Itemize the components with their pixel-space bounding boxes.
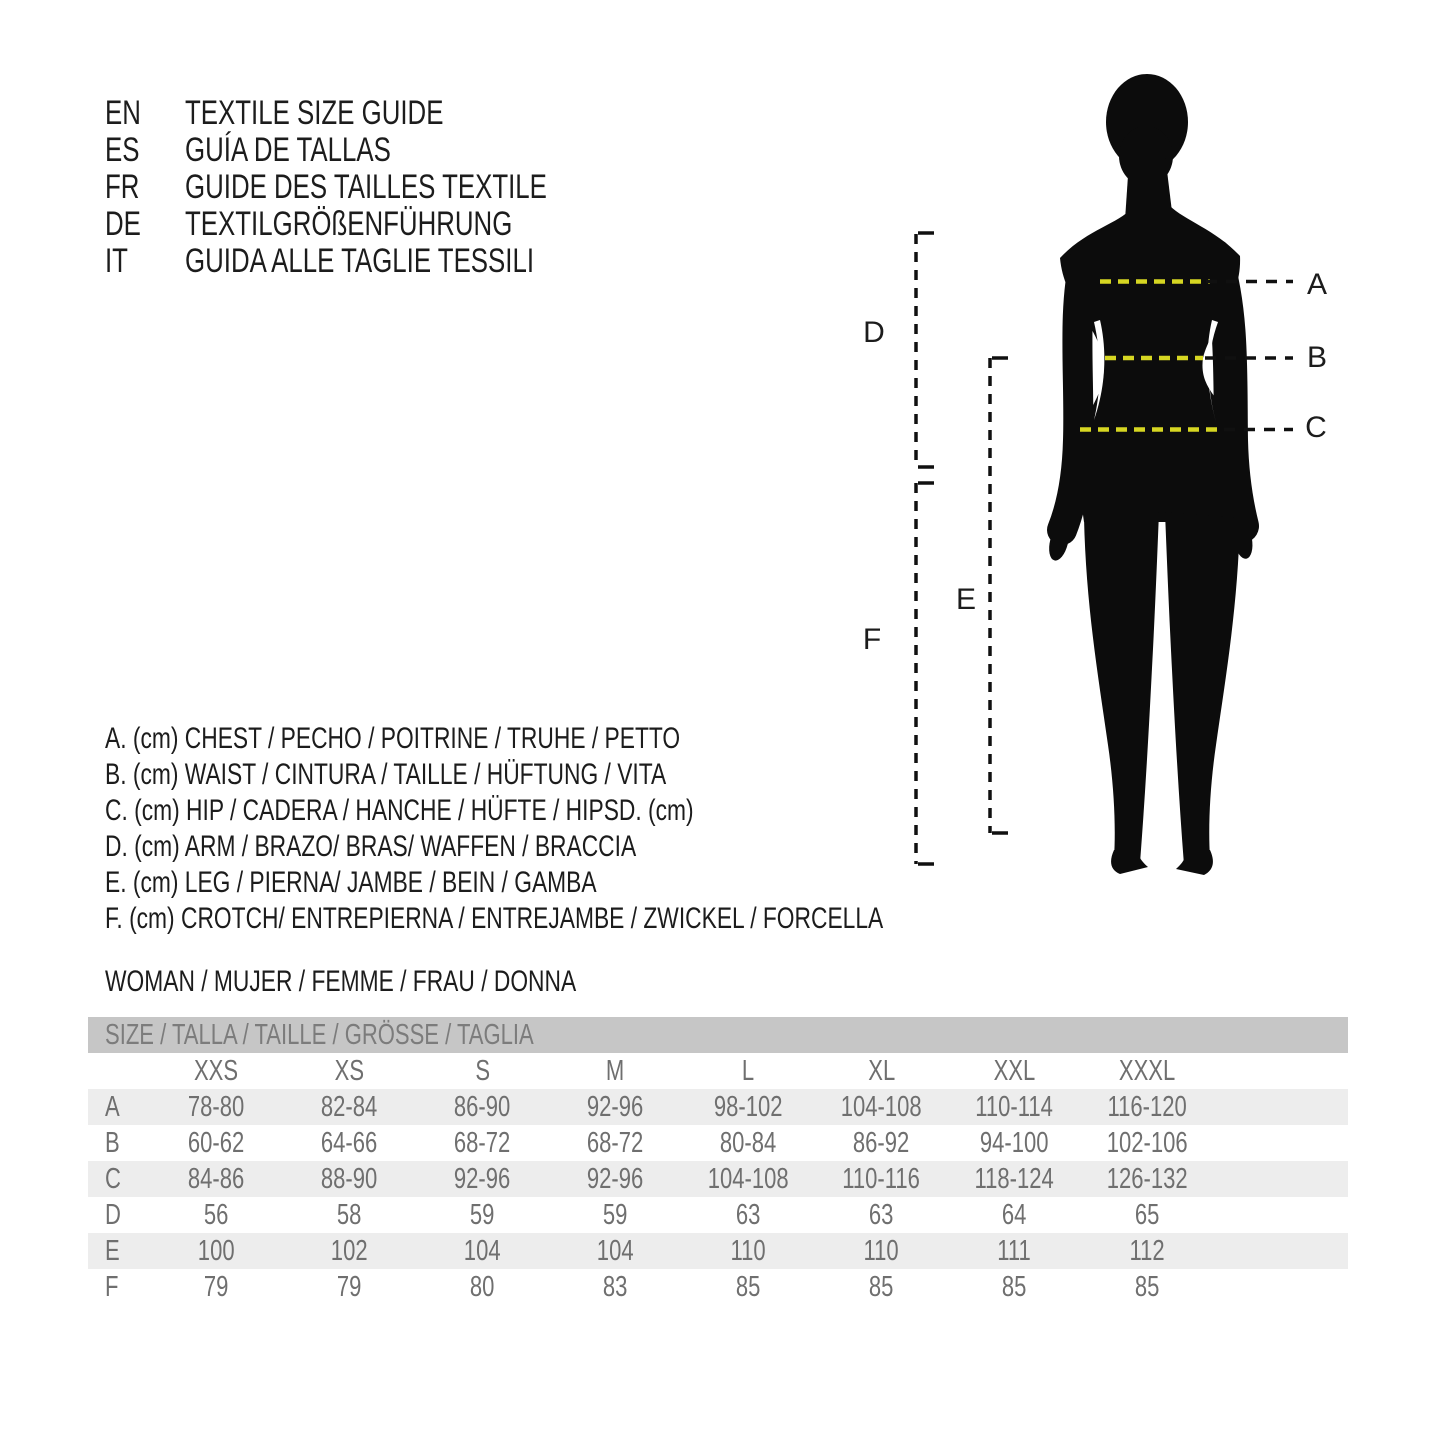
value-cell: 110 bbox=[730, 1234, 767, 1267]
row-label: C bbox=[105, 1162, 121, 1195]
legend-line-leg: E. (cm) LEG / PIERNA/ JAMBE / BEIN / GAMBA bbox=[105, 866, 597, 899]
table-row-hip bbox=[88, 1161, 1348, 1197]
size-cell: XS bbox=[334, 1054, 365, 1087]
value-cell: 104-108 bbox=[708, 1162, 789, 1195]
value-cell: 110-114 bbox=[975, 1090, 1054, 1123]
language-code: ES bbox=[105, 131, 140, 169]
language-code: EN bbox=[105, 94, 141, 132]
diagram-label-arm: D bbox=[863, 316, 885, 349]
language-code: IT bbox=[105, 242, 128, 280]
size-cell: XXL bbox=[993, 1054, 1036, 1087]
value-cell: 112 bbox=[1129, 1234, 1166, 1267]
diagram-label-crotch: F bbox=[862, 623, 882, 656]
value-cell: 94-100 bbox=[980, 1126, 1049, 1159]
language-row-es bbox=[105, 132, 661, 169]
diagram-label-waist: B bbox=[1306, 341, 1328, 374]
value-cell: 65 bbox=[1135, 1198, 1160, 1231]
value-cell: 56 bbox=[204, 1198, 229, 1231]
value-cell: 110 bbox=[863, 1234, 900, 1267]
size-header-row bbox=[88, 1053, 1348, 1089]
row-label: B bbox=[105, 1126, 120, 1159]
table-row-chest bbox=[88, 1089, 1348, 1125]
diagram-label-leg: E bbox=[955, 583, 977, 616]
value-cell: 84-86 bbox=[188, 1162, 245, 1195]
table-header-bar bbox=[88, 1017, 1348, 1053]
table-header-title: SIZE / TALLA / TAILLE / GRÖSSE / TAGLIA bbox=[105, 1018, 534, 1051]
size-cell: S bbox=[475, 1054, 490, 1087]
value-cell: 64 bbox=[1002, 1198, 1027, 1231]
table-row-arm bbox=[88, 1197, 1348, 1233]
language-row-it bbox=[105, 243, 661, 280]
row-label: A bbox=[105, 1090, 120, 1123]
value-cell: 79 bbox=[337, 1270, 362, 1303]
language-title: GUÍA DE TALLAS bbox=[185, 131, 391, 169]
value-cell: 59 bbox=[470, 1198, 495, 1231]
value-cell: 79 bbox=[204, 1270, 229, 1303]
value-cell: 92-96 bbox=[454, 1162, 511, 1195]
value-cell: 59 bbox=[603, 1198, 628, 1231]
value-cell: 92-96 bbox=[587, 1162, 644, 1195]
size-cell: XL bbox=[868, 1054, 895, 1087]
value-cell: 102-106 bbox=[1107, 1126, 1188, 1159]
value-cell: 86-90 bbox=[454, 1090, 511, 1123]
table-row-waist bbox=[88, 1125, 1348, 1161]
value-cell: 83 bbox=[603, 1270, 628, 1303]
language-row-de bbox=[105, 206, 661, 243]
table-row-crotch bbox=[88, 1269, 1348, 1305]
value-cell: 85 bbox=[736, 1270, 761, 1303]
gender-heading-text: WOMAN / MUJER / FEMME / FRAU / DONNA bbox=[105, 965, 577, 998]
size-cell: XXS bbox=[194, 1054, 239, 1087]
legend-line-arm: D. (cm) ARM / BRAZO/ BRAS/ WAFFEN / BRACCIA bbox=[105, 830, 637, 863]
value-cell: 102 bbox=[331, 1234, 368, 1267]
value-cell: 80 bbox=[470, 1270, 495, 1303]
value-cell: 68-72 bbox=[454, 1126, 511, 1159]
value-cell: 63 bbox=[869, 1198, 894, 1231]
size-cell: XXXL bbox=[1119, 1054, 1176, 1087]
value-cell: 85 bbox=[869, 1270, 894, 1303]
gender-heading bbox=[105, 964, 725, 1000]
legend-line-hip: C. (cm) HIP / CADERA / HANCHE / HÜFTE / HIPSD. (cm) bbox=[105, 794, 694, 827]
row-label: D bbox=[105, 1198, 121, 1231]
value-cell: 92-96 bbox=[587, 1090, 644, 1123]
value-cell: 60-62 bbox=[188, 1126, 245, 1159]
value-cell: 116-120 bbox=[1107, 1090, 1188, 1123]
legend-line-crotch: F. (cm) CROTCH/ ENTREPIERNA / ENTREJAMBE / ZWICKEL / FORCELLA bbox=[105, 902, 884, 935]
diagram-label-hip: C bbox=[1305, 411, 1327, 444]
language-title: TEXTILE SIZE GUIDE bbox=[185, 94, 444, 132]
value-cell: 88-90 bbox=[321, 1162, 378, 1195]
value-cell: 104 bbox=[464, 1234, 501, 1267]
row-label: E bbox=[105, 1234, 120, 1267]
legend-line-chest: A. (cm) CHEST / PECHO / POITRINE / TRUHE / PETTO bbox=[105, 722, 681, 755]
row-label: F bbox=[105, 1270, 119, 1303]
language-list bbox=[105, 95, 661, 280]
value-cell: 104-108 bbox=[841, 1090, 922, 1123]
size-table bbox=[88, 1017, 1348, 1305]
value-cell: 86-92 bbox=[853, 1126, 910, 1159]
language-row-fr bbox=[105, 169, 661, 206]
value-cell: 111 bbox=[997, 1234, 1032, 1267]
diagram-label-chest: A bbox=[1306, 268, 1328, 301]
size-cell: M bbox=[606, 1054, 625, 1087]
value-cell: 118-124 bbox=[974, 1162, 1055, 1195]
language-title: GUIDA ALLE TAGLIE TESSILI bbox=[185, 242, 535, 280]
value-cell: 58 bbox=[337, 1198, 362, 1231]
value-cell: 104 bbox=[597, 1234, 634, 1267]
language-row-en bbox=[105, 95, 661, 132]
value-cell: 126-132 bbox=[1107, 1162, 1188, 1195]
value-cell: 78-80 bbox=[188, 1090, 245, 1123]
language-code: FR bbox=[105, 168, 140, 206]
size-cell: L bbox=[742, 1054, 755, 1087]
value-cell: 85 bbox=[1002, 1270, 1027, 1303]
value-cell: 100 bbox=[198, 1234, 235, 1267]
value-cell: 98-102 bbox=[714, 1090, 783, 1123]
language-code: DE bbox=[105, 205, 141, 243]
value-cell: 85 bbox=[1135, 1270, 1160, 1303]
language-title: GUIDE DES TAILLES TEXTILE bbox=[185, 168, 547, 206]
value-cell: 82-84 bbox=[321, 1090, 378, 1123]
value-cell: 64-66 bbox=[321, 1126, 378, 1159]
legend-line-waist: B. (cm) WAIST / CINTURA / TAILLE / HÜFTUNG / VITA bbox=[105, 758, 667, 791]
language-title: TEXTILGRÖßENFÜHRUNG bbox=[185, 205, 513, 243]
value-cell: 63 bbox=[736, 1198, 761, 1231]
value-cell: 80-84 bbox=[720, 1126, 777, 1159]
value-cell: 110-116 bbox=[842, 1162, 921, 1195]
value-cell: 68-72 bbox=[587, 1126, 644, 1159]
table-row-leg bbox=[88, 1233, 1348, 1269]
measurement-legend bbox=[105, 721, 1129, 937]
